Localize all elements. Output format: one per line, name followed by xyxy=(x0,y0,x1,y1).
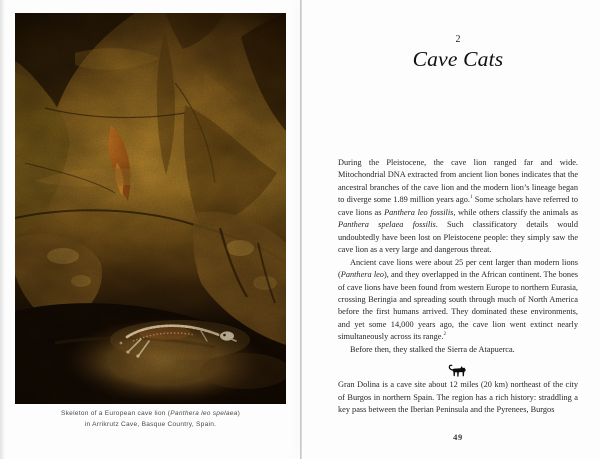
paragraph: Gran Dolina is a cave site about 12 miles (20 km) northeast of the city of Burgos in northern Spain. The region has a rich history: straddling a key pass between the Iberian Peninsula and the Pyrenees, Burgos xyxy=(338,380,578,415)
book-gutter-line xyxy=(300,0,302,459)
body-text-column xyxy=(338,157,578,443)
caption-line-1: Skeleton of a European cave lion (Panthera leo spelaea) xyxy=(60,410,241,417)
paragraph: Ancient cave lions were about 25 per cent larger than modern lions (Panthera leo), and they overlapped in the African continent. The bones of cave lions have been found from western Europe to northern Eurasia, crossing Beringia and spreading south through much of North America before the first humans arrived. They dominated these environments, and yet some 14,000 years ago, the cave lion went extinct nearly simultaneously across its range.$^2$ xyxy=(338,257,578,342)
cat-silhouette-icon xyxy=(447,364,470,379)
photo-caption xyxy=(15,409,286,430)
chapter-number: 2 xyxy=(455,34,461,45)
cave-photo-illustration xyxy=(15,13,286,404)
paragraph: Before then, they stalked the Sierra de Atapuerca. xyxy=(350,344,515,354)
page-number: 49 xyxy=(453,431,463,442)
chapter-title: Cave Cats xyxy=(412,47,504,71)
page-edge-shadow xyxy=(0,0,5,459)
caption-line-2: in Arrikrutz Cave, Basque Country, Spain. xyxy=(84,420,217,428)
cave-photo xyxy=(15,13,286,404)
paragraph: During the Pleistocene, the cave lion ranged far and wide. Mitochondrial DNA extracted from ancient lion bones indicates that the ancestral branches of the cave lion and the modern lion’s lineage began to diverge some 1.89 million years ago.$^1$ Some scholars have referred to cave lions as Panthera leo fossilis, while others classify the animals as Panthera spelaea fossilis. Such classificatory details would undoubtedly have been lost on Pleistocene people: they simply saw the cave lion as a very large and dangerous threat. xyxy=(338,158,579,255)
section-break-ornament xyxy=(338,364,578,379)
